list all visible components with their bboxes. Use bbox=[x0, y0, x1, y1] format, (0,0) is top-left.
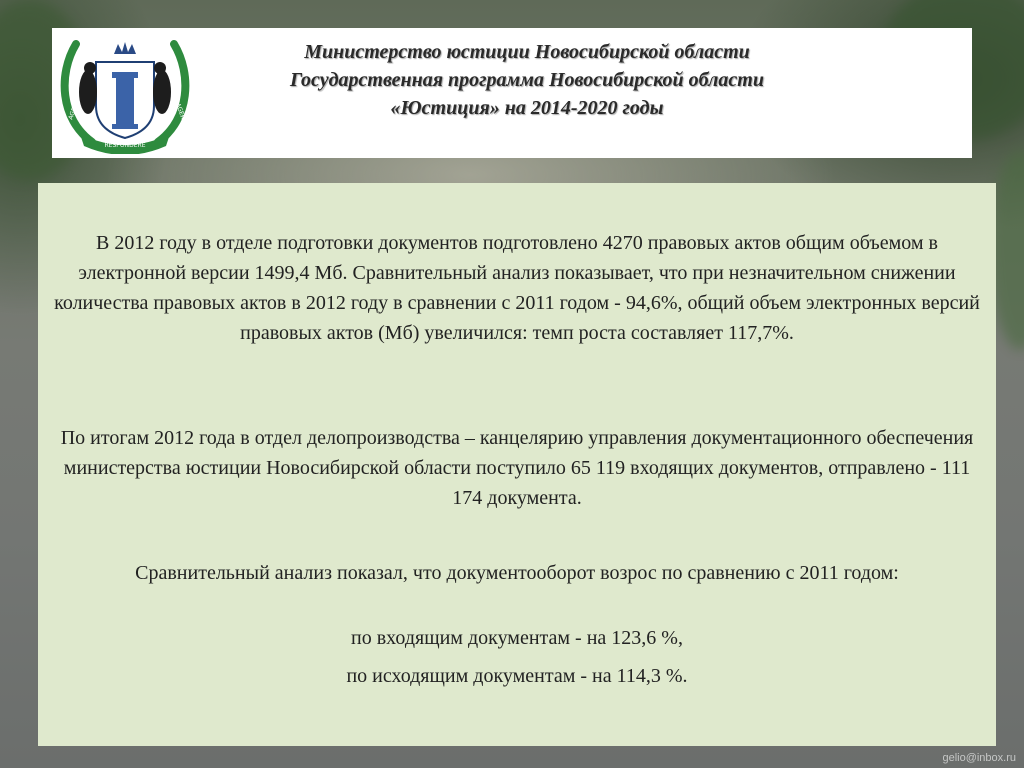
paragraph-comparison: Сравнительный анализ показал, что документооборот возрос по сравнению с 2011 годом: bbox=[135, 562, 899, 584]
svg-text:AGERE: AGERE bbox=[174, 102, 188, 124]
svg-text:RESPONDERE: RESPONDERE bbox=[104, 142, 146, 149]
paragraph-office-documents: По итогам 2012 года в отдел делопроизводства – канцелярию управления документационного обеспечения министерства юстиции Новосибирской области поступило 65 119 входящих документов, отправлено - 111 174 документа. bbox=[60, 427, 974, 509]
header-banner bbox=[52, 28, 972, 158]
title-line-ministry: Министерство юстиции Новосибирской области bbox=[304, 41, 750, 63]
coat-of-arms-icon bbox=[58, 34, 192, 154]
title-line-program: Государственная программа Новосибирской области bbox=[290, 69, 764, 91]
title-line-justice: «Юстиция» на 2014-2020 годы bbox=[390, 97, 664, 119]
page-title bbox=[202, 38, 852, 122]
paragraph-outgoing-growth: по исходящим документам - на 114,3 %. bbox=[346, 665, 688, 687]
watermark: gelio@inbox.ru bbox=[942, 752, 1016, 764]
svg-text:AGERE: AGERE bbox=[67, 99, 81, 121]
paragraph-legal-acts: В 2012 году в отделе подготовки документов подготовлено 4270 правовых актов общим объемом в электронной версии 1499,4 Мб. Сравнительный анализ показывает, что при незначительном снижении количества правовых актов в 2012 году в сравнении с 2011 годом - 94,6%, общий объем электронных версий правовых актов (Мб) увеличился: темп роста составляет 117,7%. bbox=[54, 232, 980, 344]
paragraph-incoming-growth: по входящим документам - на 123,6 %, bbox=[351, 627, 683, 649]
content-panel bbox=[38, 183, 996, 746]
